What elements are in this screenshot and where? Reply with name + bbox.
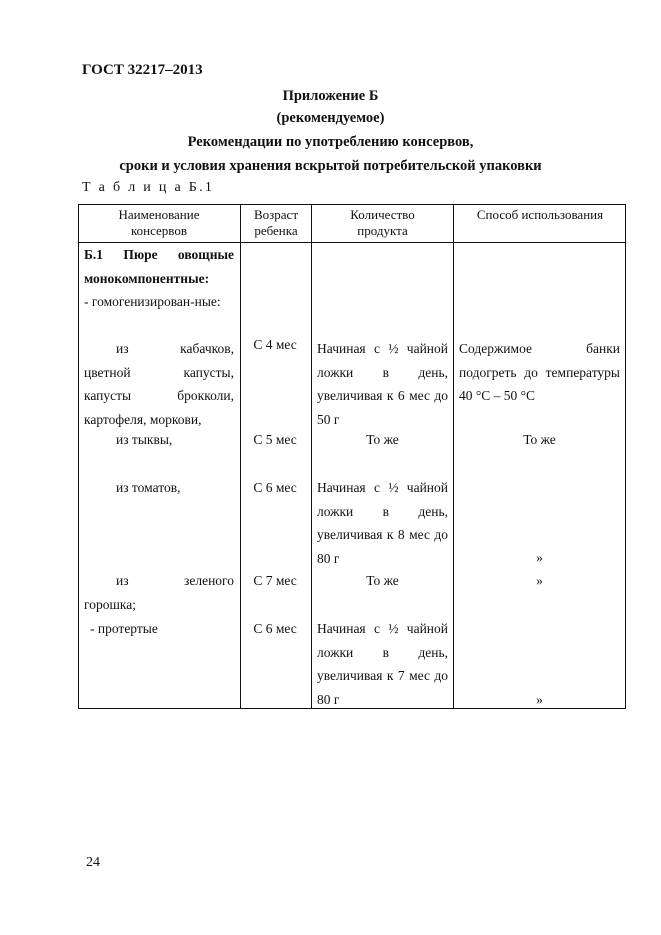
row-name: из томатов, bbox=[116, 480, 181, 495]
appendix-heading-line2: сроки и условия хранения вскрытой потребительской упаковки bbox=[119, 158, 542, 174]
table-divider bbox=[311, 204, 312, 709]
row-age: С 4 мес bbox=[253, 337, 297, 352]
column-header-name bbox=[84, 207, 234, 239]
row-usage: То же bbox=[523, 432, 556, 447]
row-age: С 6 мес bbox=[253, 480, 297, 495]
header-text: ребенка bbox=[254, 223, 298, 238]
column-header-age bbox=[242, 207, 310, 239]
standard-header: ГОСТ 32217–2013 bbox=[82, 62, 203, 78]
table-label: Т а б л и ц а Б.1 bbox=[82, 180, 215, 195]
row-age: С 6 мес bbox=[253, 621, 297, 636]
appendix-heading-line1: Рекомендации по употреблению консервов, bbox=[187, 134, 474, 150]
header-text: Возраст bbox=[253, 207, 299, 222]
appendix-subtitle: (рекомендуемое) bbox=[276, 110, 385, 126]
column-header-usage bbox=[455, 207, 625, 223]
row-amount: Начиная с ½ чайной ложки в день, увеличивая к 8 мес до 80 г bbox=[317, 480, 448, 566]
page-number: 24 bbox=[86, 855, 100, 870]
row-usage: » bbox=[536, 550, 543, 565]
row-amount: Начиная с ½ чайной ложки в день, увеличивая к 7 мес до 80 г bbox=[317, 621, 448, 707]
appendix-title: Приложение Б bbox=[282, 88, 379, 104]
table-divider bbox=[453, 204, 454, 709]
section-title: Б.1 Пюре овощные монокомпонентные: bbox=[84, 247, 234, 286]
row-name: - протертые bbox=[90, 621, 158, 636]
row-age: С 7 мес bbox=[253, 573, 297, 588]
header-text: продукта bbox=[357, 223, 408, 238]
row-name: из зеленого горошка; bbox=[84, 573, 234, 612]
row-usage: » bbox=[536, 573, 543, 588]
header-text: Наименование bbox=[118, 207, 200, 222]
row-amount: Начиная с ½ чайной ложки в день, увеличивая к 6 мес до 50 г bbox=[317, 341, 448, 427]
header-text: Способ использования bbox=[476, 207, 604, 222]
row-usage: » bbox=[536, 692, 543, 707]
row-amount: То же bbox=[366, 573, 399, 588]
header-text: консервов bbox=[131, 223, 187, 238]
header-text: Количество bbox=[350, 207, 415, 222]
row-name: из кабачков, цветной капусты, капусты брокколи, картофеля, моркови, bbox=[84, 341, 234, 427]
row-age: С 5 мес bbox=[253, 432, 297, 447]
row-usage: Содержимое банки подогреть до температуры 40 °С – 50 °С bbox=[459, 341, 620, 403]
subsection-title: - гомогенизирован-ные: bbox=[84, 294, 221, 309]
row-amount: То же bbox=[366, 432, 399, 447]
column-header-amount bbox=[313, 207, 452, 239]
row-name: из тыквы, bbox=[116, 432, 173, 447]
